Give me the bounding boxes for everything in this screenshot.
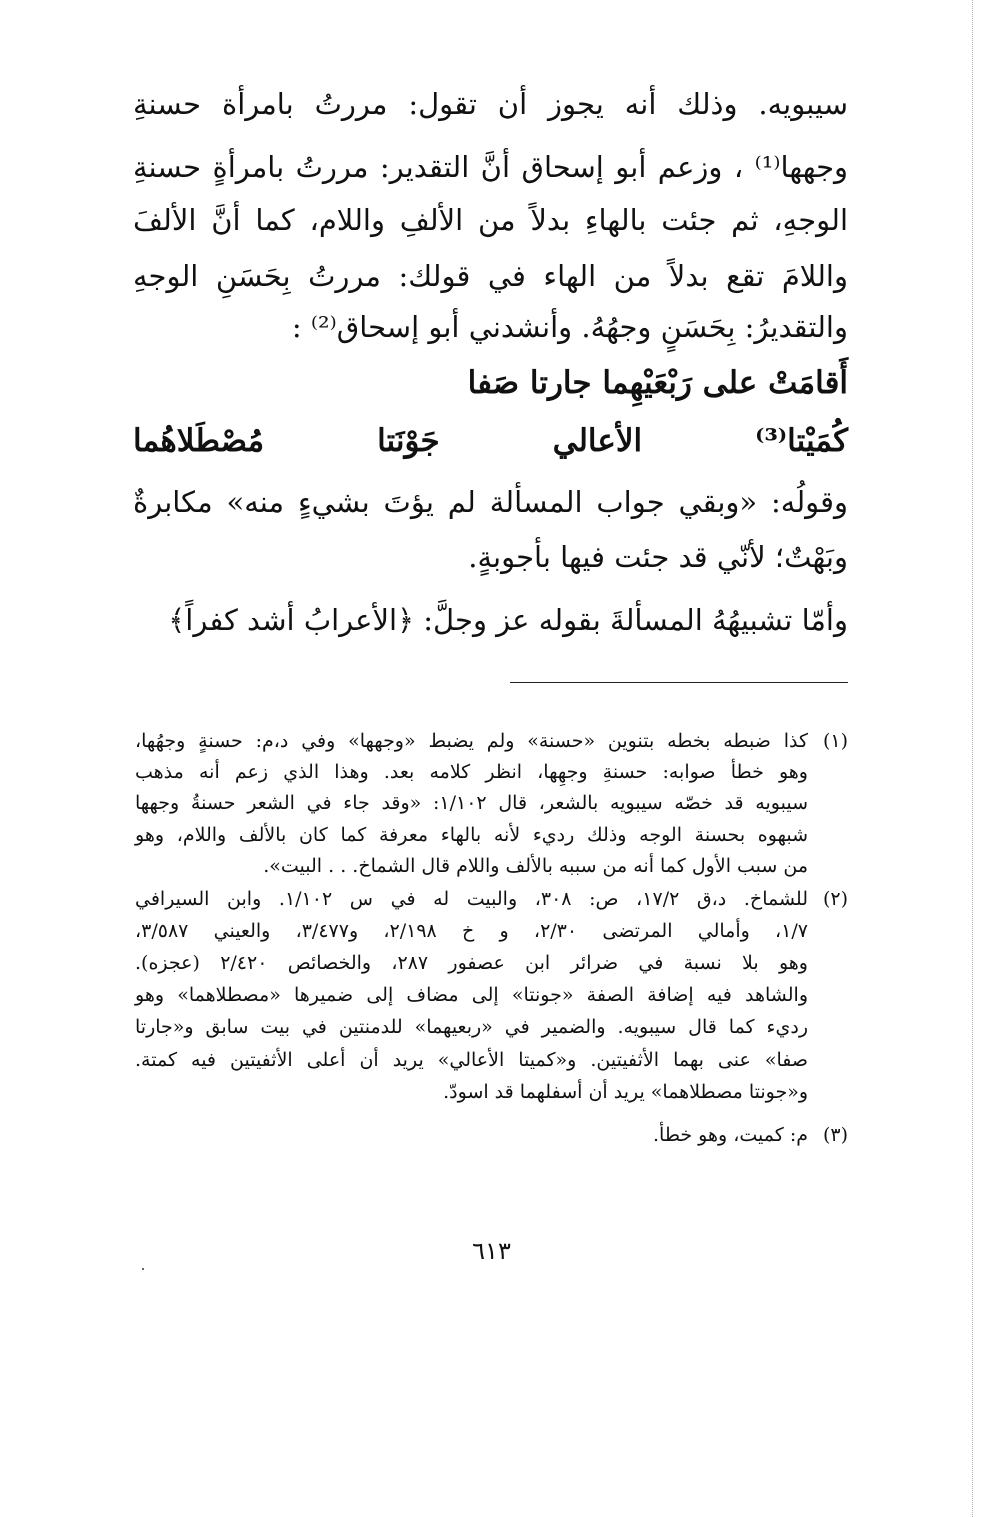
- footnote-line: والشاهد فيه إضافة الصفة «جونتا» إلى مضاف إلى ضميرها «مصطلاهما» وهو: [135, 984, 808, 1006]
- footnote-line: ١/٧، وأمالي المرتضى ٢/٣٠، و خ ٢/١٩٨، و٣/٤٧٧، والعيني ٣/٥٨٧،: [135, 920, 808, 942]
- footnote-separator: [510, 682, 848, 683]
- body-line: واللامَ تقع بدلاً من الهاء في قولك: مررتُ بِحَسَنِ الوجهِ: [133, 259, 848, 293]
- body-line: وأمّا تشبيهُهُ المسألةَ بقوله عز وجلَّ: ﴿الأعرابُ أشد كفراً﴾: [168, 603, 848, 637]
- footnote-line: كذا ضبطه بخطه بتنوين «حسنة» ولم يضبط «وجهها» وفي د،م: حسنةٍ وجهُها،: [135, 730, 808, 752]
- footnote-line: رديء كما قال سيبويه. والضمير في «ربعيهما» للدمنتين في بيت سابق و«جارتا: [135, 1016, 808, 1038]
- body-line: الوجهِ، ثم جئت بالهاءِ بدلاً من الألفِ واللام، كما أنَّ الألفَ: [133, 203, 848, 237]
- footnote-line: شبهوه بحسنة الوجه وذلك رديء لأنه بالهاء معرفة كما كان بالألف واللام، وهو: [135, 824, 808, 846]
- scan-edge-line: [972, 0, 973, 1517]
- footnote-line: و«جونتا مصطلاهما» يريد أن أسفلهما قد اسودّ.: [443, 1081, 808, 1103]
- footnote-line: من سبب الأول كما أنه من سببه بالألف واللام قال الشماخ. . . البيت».: [263, 855, 808, 877]
- footnote-number: (٢): [822, 888, 848, 910]
- body-line: وبَهْتٌ؛ لأنّي قد جئت فيها بأجوبةٍ.: [468, 540, 848, 574]
- body-line: والتقديرُ: بِحَسَنٍ وجهُهُ. وأنشدني أبو إسحاق⁽²⁾ :: [291, 310, 848, 344]
- footnote-line: سيبويه قد خصّه سيبويه بالشعر، قال ١/١٠٢: «وقد جاء في الشعر حسنةُ وجهها: [135, 792, 808, 814]
- footnote-line: وهو بلا نسبة في ضرائر ابن عصفور ٢٨٧، والخصائص ٢/٤٢٠ (عجزه).: [135, 952, 808, 974]
- footnote-line: صفا» عنى بهما الأثفيتين. و«كميتا الأعالي» يريد أن أعلى الأثفيتين فيه كمتة.: [135, 1049, 808, 1071]
- footnote-line: وهو خطأ صوابه: حسنةِ وجهِها، انظر كلامه بعد. وهذا الذي زعم أنه مذهب: [135, 761, 808, 783]
- footnote-line: للشماخ. د،ق ١٧/٢، ص: ٣٠٨، والبيت له في س ١/١٠٢. وابن السيرافي: [135, 888, 809, 910]
- body-line: سيبويه. وذلك أنه يجوز أن تقول: مررتُ بامرأة حسنةِ: [133, 87, 848, 121]
- body-line: وقولُه: «وبقي جواب المسألة لم يؤتَ بشيءٍ منه» مكابرةٌ: [133, 485, 848, 519]
- scan-speck: [142, 1268, 144, 1270]
- footnote-number: (٣): [822, 1124, 848, 1146]
- verse-second-hemistich: كُمَيْتا⁽³⁾ الأعالي جَوْنَتا مُصْطَلاهُما: [133, 423, 848, 459]
- footnote-line: م: كميت، وهو خطأ.: [652, 1124, 808, 1146]
- verse-first-hemistich: أَقامَتْ على رَبْعَيْهِما جارتا صَفا: [467, 365, 848, 401]
- footnote-number: (١): [822, 730, 848, 752]
- page-number: ٦١٣: [472, 1237, 511, 1265]
- body-line: وجهها⁽¹⁾ ، وزعم أبو إسحاق أنَّ التقدير: مررتُ بامرأةٍ حسنةِ: [133, 150, 848, 184]
